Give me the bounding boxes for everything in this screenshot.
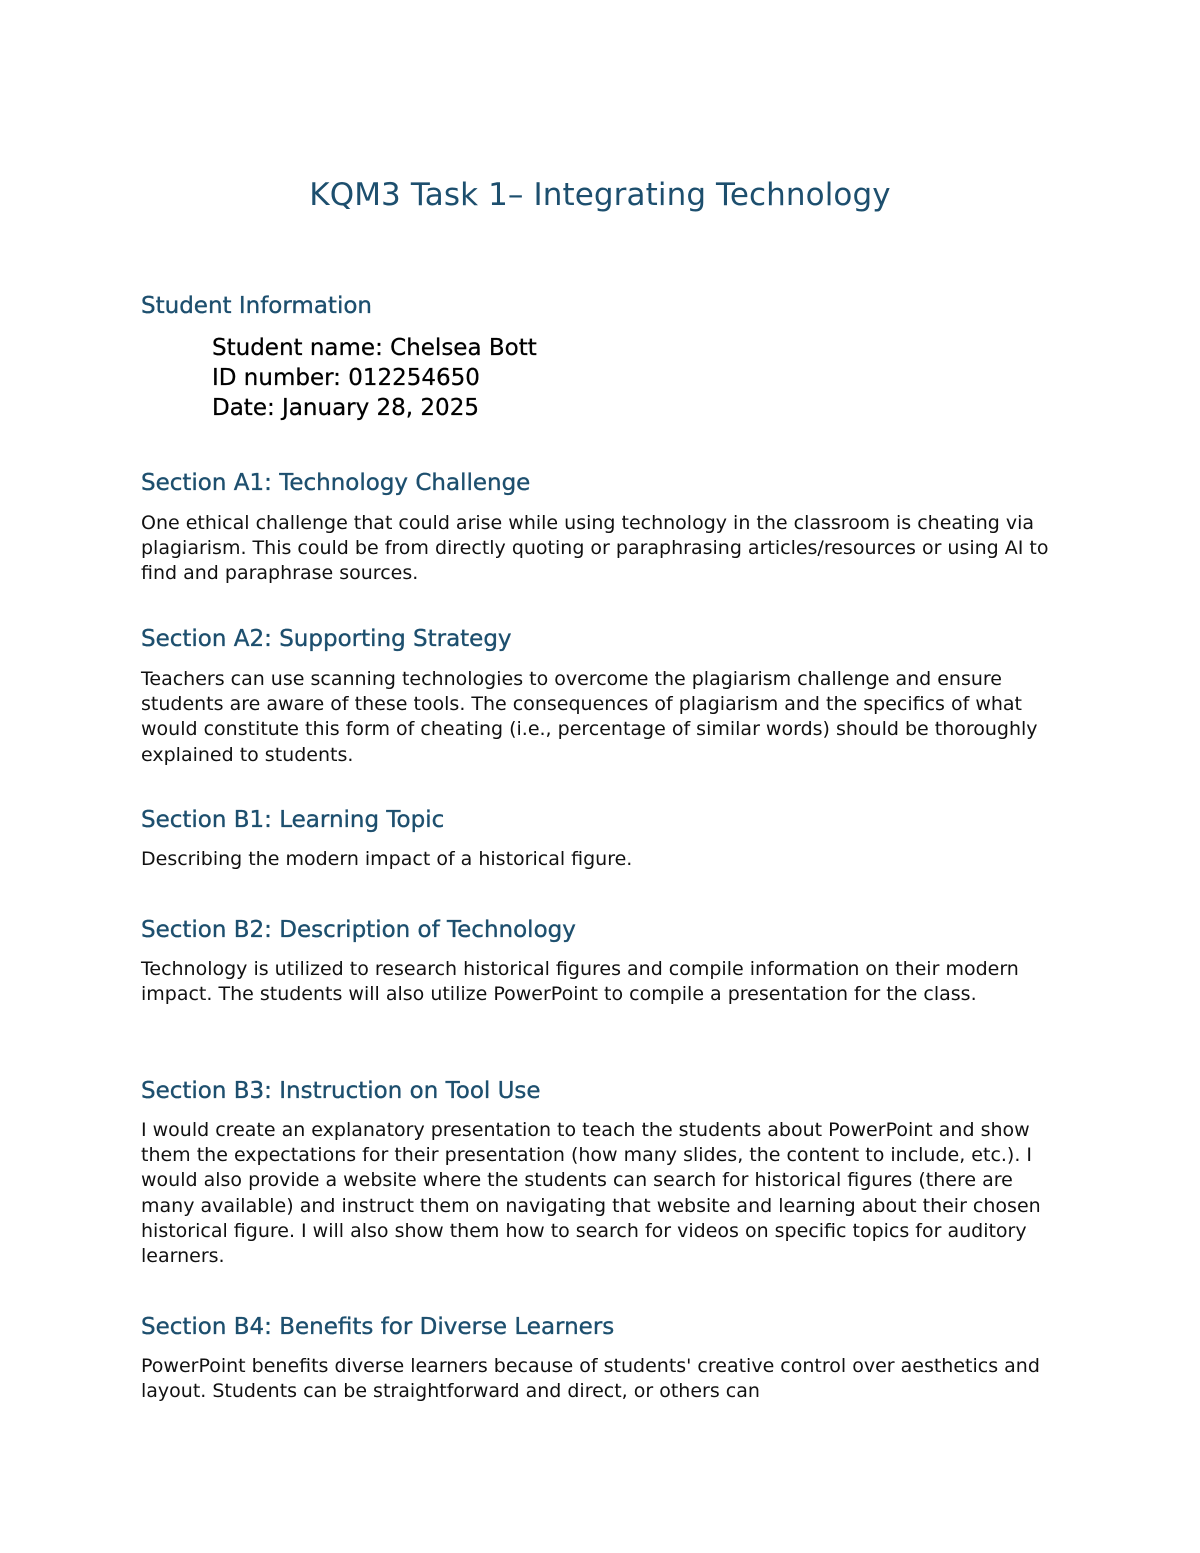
student-id-line: ID number: 012254650	[212, 365, 480, 391]
section-a2-heading: Section A2: Supporting Strategy	[141, 626, 512, 652]
student-information-heading: Student Information	[141, 293, 372, 319]
section-b3-heading: Section B3: Instruction on Tool Use	[141, 1078, 541, 1104]
student-name-line: Student name: Chelsea Bott	[212, 335, 537, 361]
section-b2-body: Technology is utilized to research historical figures and compile information on their modern impact. The students will also utilize PowerPoint to compile a presentation for the class.	[141, 958, 1019, 1006]
document-title: KQM3 Task 1– Integrating Technology	[309, 177, 891, 213]
student-information-block	[212, 333, 537, 423]
section-a2-body: Teachers can use scanning technologies to overcome the plagiarism challenge and ensure students are aware of these tools. The consequences of plagiarism and the specifics of what would constitute this form of cheating (i.e., percentage of similar words) should be thoroughly explained to students.	[141, 668, 1038, 766]
section-b4-heading: Section B4: Benefits for Diverse Learners	[141, 1314, 615, 1340]
section-b2-heading: Section B2: Description of Technology	[141, 917, 576, 943]
section-b1-body: Describing the modern impact of a historical figure.	[141, 848, 633, 870]
section-b1-heading: Section B1: Learning Topic	[141, 807, 445, 833]
section-a1-body: One ethical challenge that could arise while using technology in the classroom is cheating via plagiarism. This could be from directly quoting or paraphrasing articles/resources or using AI to find and paraphrase sources.	[141, 512, 1049, 585]
section-b3-body: I would create an explanatory presentation to teach the students about PowerPoint and show them the expectations for their presentation (how many slides, the content to include, etc.). I would also provide a website where the students can search for historical figures (there are many available) and instruct them on navigating that website and learning about their chosen historical figure. I will also show them how to search for videos on specific topics for auditory learners.	[141, 1119, 1041, 1268]
student-date-line: Date: January 28, 2025	[212, 395, 479, 421]
section-b4-body: PowerPoint benefits diverse learners because of students' creative control over aesthetics and layout. Students can be straightforward and direct, or others can	[141, 1355, 1040, 1403]
section-a1-heading: Section A1: Technology Challenge	[141, 470, 531, 496]
